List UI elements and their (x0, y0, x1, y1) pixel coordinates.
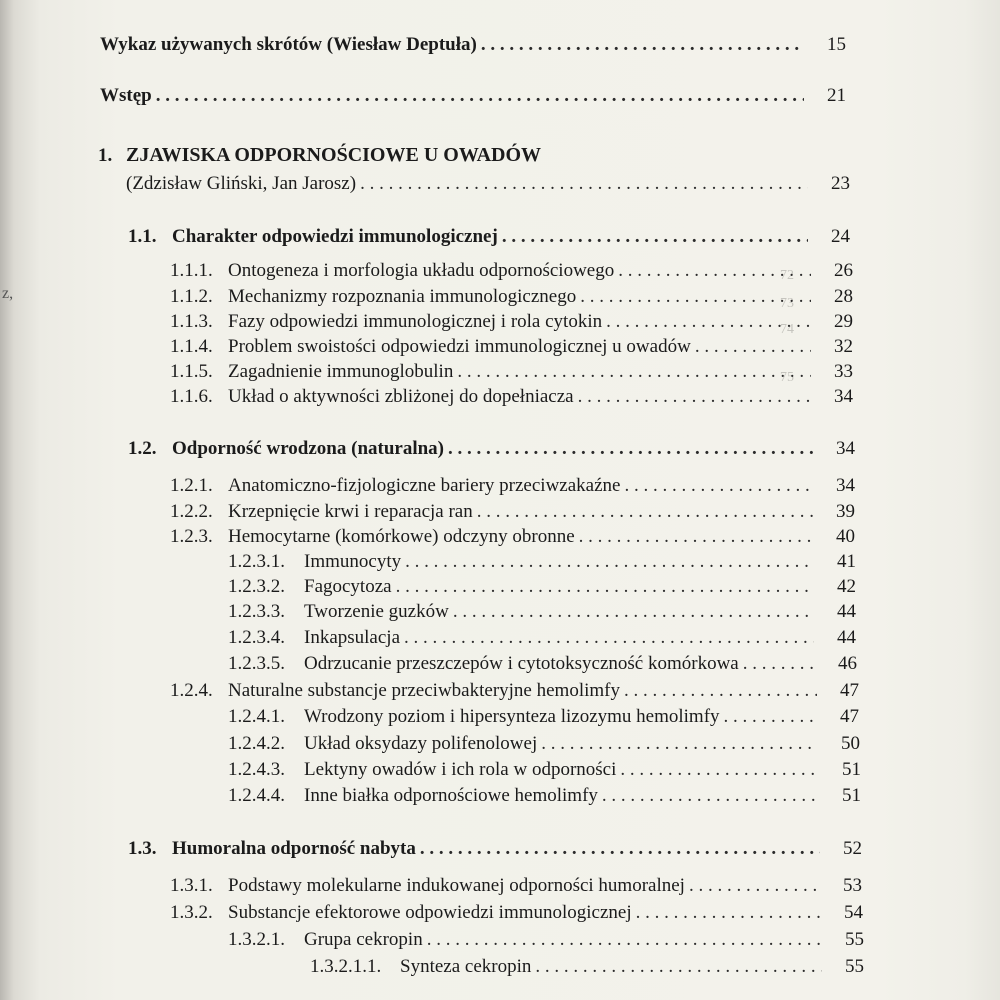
entry-page: 55 (845, 956, 864, 977)
entry-number: 1.3.2.1.1. (310, 956, 382, 977)
entry-page: 51 (842, 759, 861, 780)
entry-title: Hemocytarne (komórkowe) odczyny obronne (228, 526, 575, 547)
entry-title: Problem swoistości odpowiedzi immunologicznej u owadów (228, 336, 691, 357)
entry-title: Wstęp (100, 85, 152, 106)
entry-number: 1.2.4.3. (228, 759, 285, 780)
entry-page: 53 (843, 875, 862, 896)
entry-title: Lektyny owadów i ich rola w odporności (304, 759, 617, 780)
entry-number: 1.1.4. (170, 336, 213, 357)
entry-title: Synteza cekropin (400, 956, 532, 977)
entry-page: 54 (844, 902, 863, 923)
entry-page: 40 (836, 526, 855, 547)
entry-page: 15 (827, 34, 846, 55)
toc-entry[interactable] (0, 501, 855, 523)
leader-dots (420, 838, 820, 860)
entry-page: 51 (842, 785, 861, 806)
toc-entry[interactable] (0, 929, 864, 951)
entry-title: Immunocyty (304, 551, 402, 572)
entry-number: 1.2. (128, 438, 157, 459)
entry-page: 23 (831, 173, 850, 194)
leader-dots (624, 680, 817, 702)
chapter-number: 1. (98, 145, 113, 166)
leader-dots (579, 526, 813, 548)
entry-number: 1.3.2.1. (228, 929, 285, 950)
entry-page: 28 (834, 286, 853, 307)
leader-dots (578, 386, 811, 408)
entry-page: 55 (845, 929, 864, 950)
toc-entry[interactable] (0, 627, 856, 649)
entry-page: 34 (836, 475, 855, 496)
entry-title: Wykaz używanych skrótów (Wiesław Deptuła) (100, 34, 477, 55)
show-through-number: 74 (780, 322, 794, 337)
entry-number: 1.1.1. (170, 260, 213, 281)
leader-dots (477, 501, 813, 523)
entry-title: Mechanizmy rozpoznania immunologicznego (228, 286, 577, 307)
entry-title: Inne białka odpornościowe hemolimfy (304, 785, 598, 806)
leader-dots (448, 438, 813, 460)
leader-dots (404, 627, 814, 649)
entry-number: 1.1.2. (170, 286, 213, 307)
toc-entry[interactable] (0, 838, 862, 860)
entry-title: Układ o aktywności zbliżonej do dopełniacza (228, 386, 574, 407)
toc-entry[interactable] (0, 706, 859, 728)
leader-dots (743, 653, 815, 675)
leader-dots (724, 706, 817, 728)
entry-page: 50 (841, 733, 860, 754)
chapter-heading[interactable] (0, 144, 541, 167)
entry-number: 1.2.3.4. (228, 627, 285, 648)
leader-dots (535, 956, 822, 978)
toc-entry[interactable] (0, 386, 853, 408)
entry-page: 47 (840, 706, 859, 727)
toc-entry[interactable] (0, 438, 855, 460)
toc-entry[interactable] (0, 601, 856, 623)
entry-title: Charakter odpowiedzi immunologicznej (172, 226, 498, 247)
entry-title: Układ oksydazy polifenolowej (304, 733, 538, 754)
entry-number: 1.1.3. (170, 311, 213, 332)
leader-dots (695, 336, 811, 358)
toc-entry[interactable] (0, 475, 855, 497)
leader-dots (602, 785, 819, 807)
toc-entry[interactable] (0, 875, 862, 897)
entry-page: 26 (834, 260, 853, 281)
entry-title: Humoralna odporność nabyta (172, 838, 416, 859)
entry-page: 39 (836, 501, 855, 522)
entry-title: Odporność wrodzona (naturalna) (172, 438, 445, 459)
entry-title: Podstawy molekularne indukowanej odporności humoralnej (228, 875, 685, 896)
leader-dots (620, 759, 819, 781)
entry-number: 1.2.3.2. (228, 576, 285, 597)
margin-mark: z, (2, 285, 14, 302)
toc-entry[interactable] (0, 785, 861, 807)
entry-title: Fagocytoza (304, 576, 392, 597)
toc-entry[interactable] (0, 336, 853, 358)
entry-page: 34 (834, 386, 853, 407)
entry-page: 34 (836, 438, 855, 459)
leader-dots (689, 875, 820, 897)
entry-title: Tworzenie guzków (304, 601, 449, 622)
entry-title: Ontogeneza i morfologia układu odpornościowego (228, 260, 615, 281)
entry-number: 1.1. (128, 226, 157, 247)
toc-entry[interactable] (0, 311, 853, 333)
entry-title: Grupa cekropin (304, 929, 423, 950)
leader-dots (541, 733, 818, 755)
leader-dots (481, 34, 804, 56)
entry-number: 1.1.5. (170, 361, 213, 382)
entry-number: 1.3.1. (170, 875, 213, 896)
entry-title: Fazy odpowiedzi immunologicznej i rola cytokin (228, 311, 603, 332)
entry-number: 1.2.3.3. (228, 601, 285, 622)
toc-entry[interactable] (0, 260, 853, 282)
leader-dots (502, 226, 808, 248)
toc-entry[interactable] (0, 361, 853, 383)
toc-entry[interactable] (0, 653, 857, 675)
chapter-title: ZJAWISKA ODPORNOŚCIOWE U OWADÓW (126, 144, 542, 166)
entry-page: 24 (831, 226, 850, 247)
entry-page: 44 (837, 601, 856, 622)
entry-number: 1.2.4.4. (228, 785, 285, 806)
entry-number: 1.2.3. (170, 526, 213, 547)
entry-title: Krzepnięcie krwi i reparacja ran (228, 501, 473, 522)
entry-page: 44 (837, 627, 856, 648)
leader-dots (360, 173, 808, 195)
entry-title: Wrodzony poziom i hipersynteza lizozymu hemolimfy (304, 706, 720, 727)
entry-page: 41 (837, 551, 856, 572)
entry-number: 1.2.4.2. (228, 733, 285, 754)
leader-dots (606, 311, 811, 333)
entry-page: 32 (834, 336, 853, 357)
entry-title: Anatomiczno-fizjologiczne bariery przeciwzakaźne (228, 475, 621, 496)
entry-number: 1.2.4. (170, 680, 213, 701)
entry-page: 47 (840, 680, 859, 701)
entry-page: 46 (838, 653, 857, 674)
toc-entry[interactable] (0, 286, 853, 308)
entry-number: 1.2.3.5. (228, 653, 285, 674)
show-through-number: 73 (780, 296, 794, 311)
toc-entry[interactable] (0, 226, 850, 248)
leader-dots (427, 929, 822, 951)
toc-entry[interactable] (0, 733, 860, 755)
entry-page: 21 (827, 85, 846, 106)
entry-title: Inkapsulacja (304, 627, 401, 648)
leader-dots (624, 475, 813, 497)
toc-entry[interactable] (0, 576, 856, 598)
entry-page: 52 (843, 838, 862, 859)
leader-dots (396, 576, 814, 598)
show-through-number: 75 (780, 370, 794, 385)
entry-number: 1.2.1. (170, 475, 213, 496)
toc-entry[interactable] (0, 526, 855, 548)
toc-entry[interactable] (0, 551, 856, 573)
leader-dots (636, 902, 821, 924)
entry-number: 1.3.2. (170, 902, 213, 923)
entry-title: Substancje efektorowe odpowiedzi immunologicznej (228, 902, 632, 923)
leader-dots (453, 601, 814, 623)
leader-dots (580, 286, 811, 308)
entry-page: 29 (834, 311, 853, 332)
chapter-authors-line[interactable] (0, 173, 850, 195)
entry-title: Naturalne substancje przeciwbakteryjne hemolimfy (228, 680, 620, 701)
entry-page: 42 (837, 576, 856, 597)
entry-title: Zagadnienie immunoglobulin (228, 361, 454, 382)
entry-title: Odrzucanie przeszczepów i cytotoksyczność komórkowa (304, 653, 739, 674)
entry-number: 1.2.2. (170, 501, 213, 522)
leader-dots (457, 361, 811, 383)
entry-number: 1.1.6. (170, 386, 213, 407)
entry-page: 33 (834, 361, 853, 382)
toc-entry[interactable] (0, 680, 859, 702)
leader-dots (405, 551, 814, 573)
leader-dots (618, 260, 811, 282)
chapter-authors: (Zdzisław Gliński, Jan Jarosz) (126, 173, 357, 194)
entry-number: 1.3. (128, 838, 157, 859)
show-through-number: 72 (780, 268, 794, 283)
entry-number: 1.2.3.1. (228, 551, 285, 572)
toc-entry-introduction[interactable] (0, 85, 846, 107)
entry-number: 1.2.4.1. (228, 706, 285, 727)
toc-entry[interactable] (0, 759, 861, 781)
toc-entry[interactable] (0, 956, 864, 978)
toc-entry[interactable] (0, 902, 863, 924)
leader-dots (156, 85, 804, 107)
toc-entry-abbreviations[interactable] (0, 34, 846, 56)
